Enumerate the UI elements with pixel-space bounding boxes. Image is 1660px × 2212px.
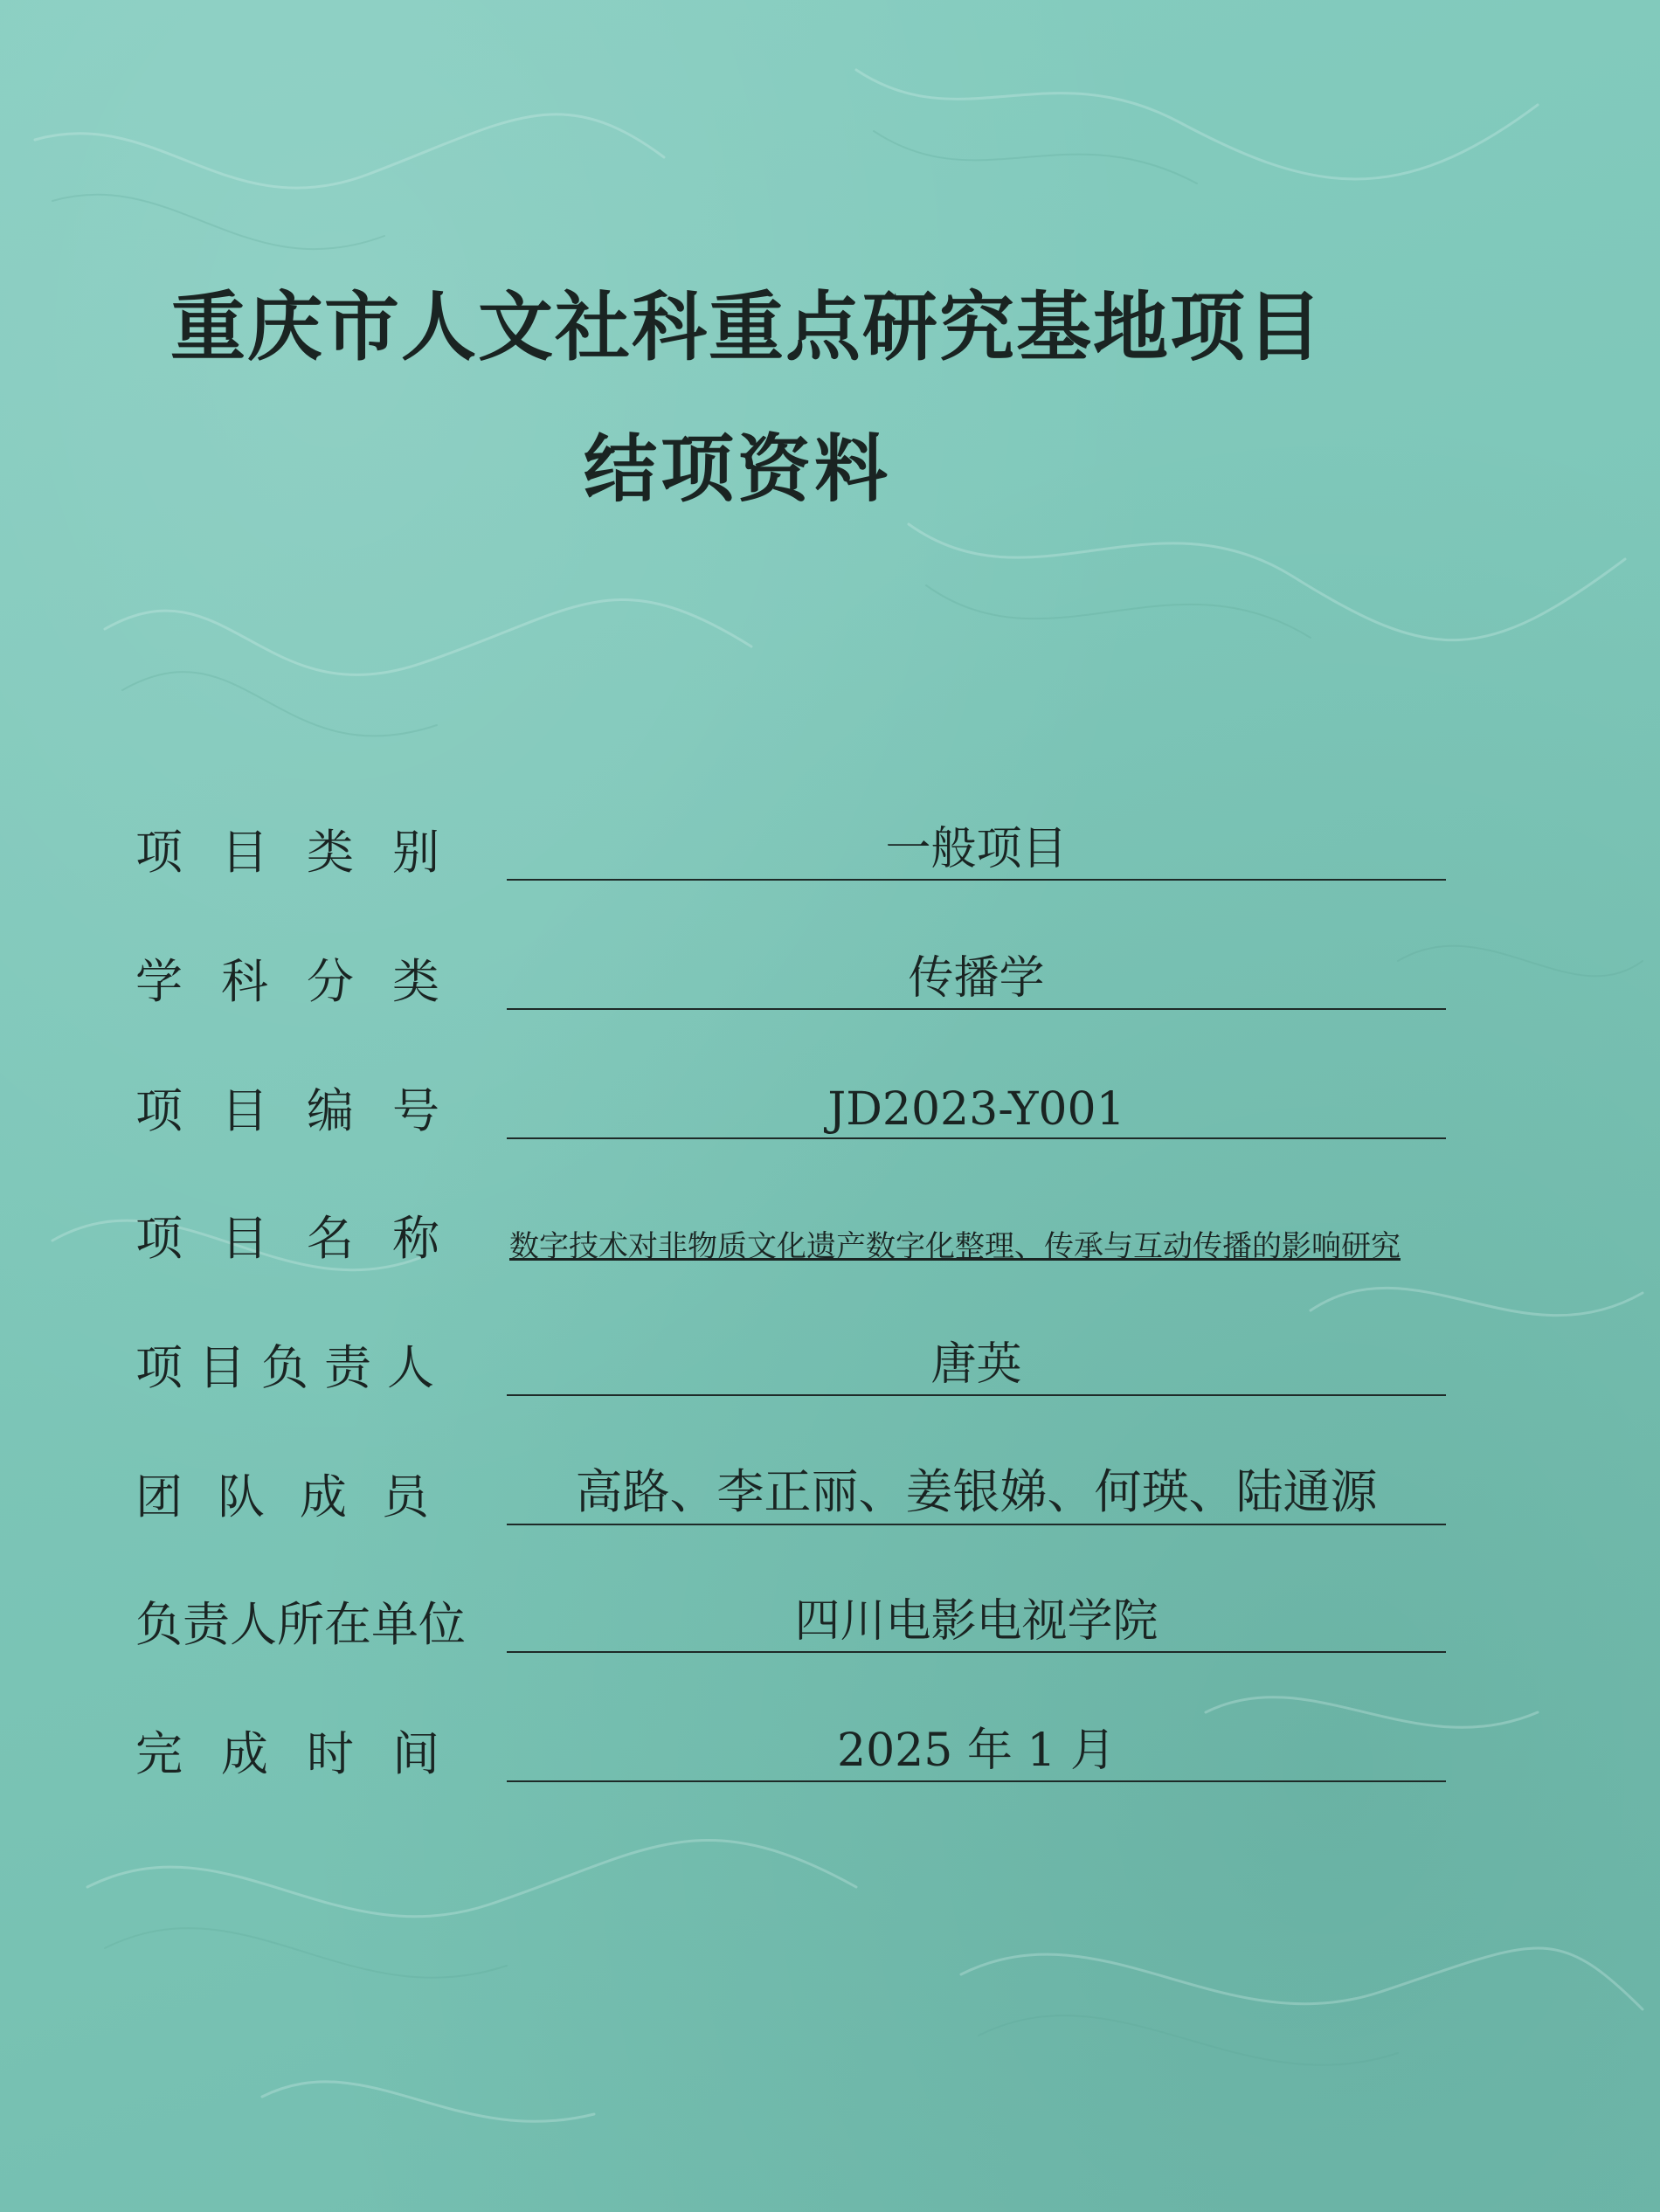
field-affiliation [135,1576,1446,1663]
field-value: 数字技术对非物质文化遗产数字化整理、传承与互动传播的影响研究 [509,1229,1401,1264]
field-team-members [135,1448,1446,1536]
underline [507,1008,1446,1010]
underline [507,879,1446,881]
field-project-category [135,804,1446,891]
field-label: 负责人所在单位 [135,1597,466,1652]
field-value: 四川电影电视学院 [794,1595,1159,1648]
field-label: 项目负责人 [135,1340,450,1395]
field-label: 项目类别 [135,825,478,880]
field-project-number [135,1062,1446,1150]
field-label: 完成时间 [135,1726,478,1781]
underline [507,1651,1446,1653]
underline [507,1524,1446,1525]
field-value: 传播学 [908,952,1045,1005]
underline [507,1780,1446,1782]
document-title: 重庆市人文社科重点研究基地项目 [170,283,1324,371]
field-value: 唐英 [930,1338,1022,1391]
field-value: 高路、李正丽、姜银娣、何瑛、陆通源 [575,1464,1378,1519]
field-value: 2025 年 1 月 [836,1725,1116,1777]
underline [507,1137,1446,1139]
field-value: JD2023-Y001 [827,1083,1125,1136]
field-label: 学科分类 [135,954,478,1009]
field-project-name [135,1190,1446,1277]
field-project-leader [135,1319,1446,1407]
field-label: 项目编号 [135,1083,478,1138]
field-discipline [135,933,1446,1020]
field-label: 团队成员 [135,1469,464,1524]
document-subtitle: 结项资料 [584,425,892,512]
field-value: 一般项目 [885,823,1068,875]
underline [507,1394,1446,1396]
field-completion-date [135,1705,1446,1793]
field-label: 项目名称 [135,1211,478,1266]
